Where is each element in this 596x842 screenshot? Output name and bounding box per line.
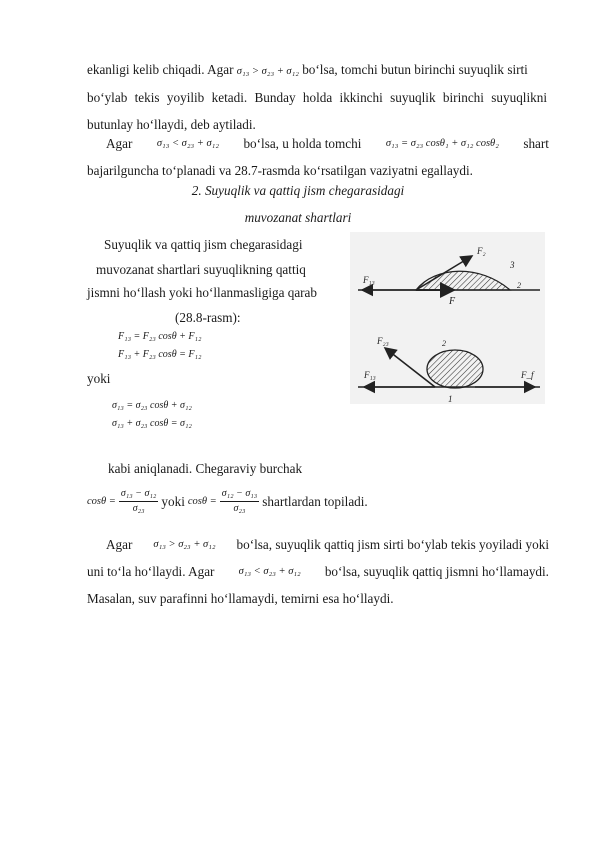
last-paragraph-line3: Masalan, suv parafinni ho‘llamaydi, temirni esa ho‘llaydi. (87, 591, 394, 606)
young-equation: σ₁₃ = σ₂₃ cosθ₁ + σ₁₂ cosθ₂ (385, 138, 499, 149)
last-paragraph-line1 (87, 536, 549, 554)
text-agar: Agar (106, 537, 133, 552)
intro-line4: (28.8-rasm): (175, 310, 241, 325)
fraction-1-numerator: σ₁₃ − σ₁₂ (119, 487, 159, 502)
cos-formula (87, 487, 368, 516)
section-title-line1: 2. Suyuqlik va qattiq jism chegarasidagi (191, 183, 405, 198)
text-segment: bo‘lsa, u holda tomchi (243, 136, 362, 151)
paragraph1-line3: butunlay ho‘llaydi, deb aytiladi. (87, 117, 256, 132)
sigma-equation-2: σ₁₃ + σ₂₃ cosθ = σ₁₂ (112, 418, 192, 429)
fraction-1 (119, 487, 159, 516)
inequality-eq: σ₁₃ > σ₂₃ + σ₁₂ (153, 539, 216, 550)
angle-text: kabi aniqlanadi. Chegaraviy burchak (108, 461, 303, 476)
intro-line1: Suyuqlik va qattiq jism chegarasidagi (104, 237, 303, 252)
paragraph1-line1 (87, 61, 528, 81)
fraction-2 (220, 487, 260, 516)
figure-28-8-svg (350, 232, 545, 404)
text-yoki: yoki (161, 493, 185, 509)
paragraph2-line1 (87, 135, 549, 153)
yoki-label: yoki (87, 371, 111, 386)
force-equation-2: F₁₃ + F₂₃ cosθ = F₁₂ (118, 349, 202, 360)
text-shart: shart (523, 136, 549, 151)
fraction-2-denominator: σ₂₃ (233, 503, 246, 514)
sigma-equation-1: σ₁₃ = σ₂₃ cosθ + σ₁₂ (112, 400, 192, 411)
text-segment: bo‘lsa, suyuqlik qattiq jism sirti bo‘ylab tekis yoyiladi yoki (236, 537, 549, 552)
text-segment: bo‘lsa, suyuqlik qattiq jismni ho‘llamaydi. (324, 564, 549, 579)
label-f23: F₂₃ (377, 336, 389, 346)
cos-lhs: cosθ = (87, 495, 116, 507)
paragraph1-line2: bo‘ylab tekis yoyilib ketadi. Bunday holda ikkinchi suyuqlik birinchi suyuqlikni (87, 90, 547, 105)
label-f13-top: F₁₃ (363, 275, 375, 285)
figure-28-8 (350, 232, 545, 404)
inequality-eq: σ₁₃ < σ₂₃ + σ₁₂ (156, 138, 219, 149)
intro-line3: jismni ho‘llash yoki ho‘llanmasligiga qarab (87, 285, 318, 300)
text-agar: Agar (106, 136, 133, 151)
text-segment: bo‘lsa, tomchi butun birinchi suyuqlik sirti (302, 62, 528, 77)
label-f13-bottom: F₁₃ (364, 370, 376, 380)
label-ff: F_f (521, 370, 534, 380)
drop-non-wetting (427, 350, 483, 388)
section-title-line2: muvozanat shartlari (244, 210, 352, 225)
last-paragraph-line2 (87, 563, 549, 581)
label-1: 1 (448, 394, 453, 404)
inequality-eq: σ₁₃ > σ₂₃ + σ₁₂ (236, 66, 299, 77)
label-2-bottom: 2 (442, 339, 446, 348)
text-tail: shartlardan topiladi. (262, 493, 368, 509)
label-f: F (449, 296, 456, 307)
text-segment: ekanligi kelib chiqadi. Agar (87, 62, 234, 77)
paragraph2-line2: bajarilguncha to‘planadi va 28.7-rasmda ko‘rsatilgan vaziyatni egallaydi. (87, 163, 473, 178)
label-2-top: 2 (517, 281, 521, 290)
intro-line2: muvozanat shartlari suyuqlikning qattiq (96, 262, 306, 277)
label-f2: F₂ (477, 246, 486, 256)
cos-lhs-2: cosθ = (187, 495, 217, 507)
label-3: 3 (510, 260, 515, 270)
fraction-1-denominator: σ₂₃ (132, 503, 145, 514)
force-equation-1: F₁₃ = F₂₃ cosθ + F₁₂ (118, 331, 202, 342)
fraction-2-numerator: σ₁₂ − σ₁₃ (220, 487, 260, 502)
text-segment: uni to‘la ho‘llaydi. Agar (87, 564, 215, 579)
inequality-eq: σ₁₃ < σ₂₃ + σ₁₂ (238, 566, 301, 577)
